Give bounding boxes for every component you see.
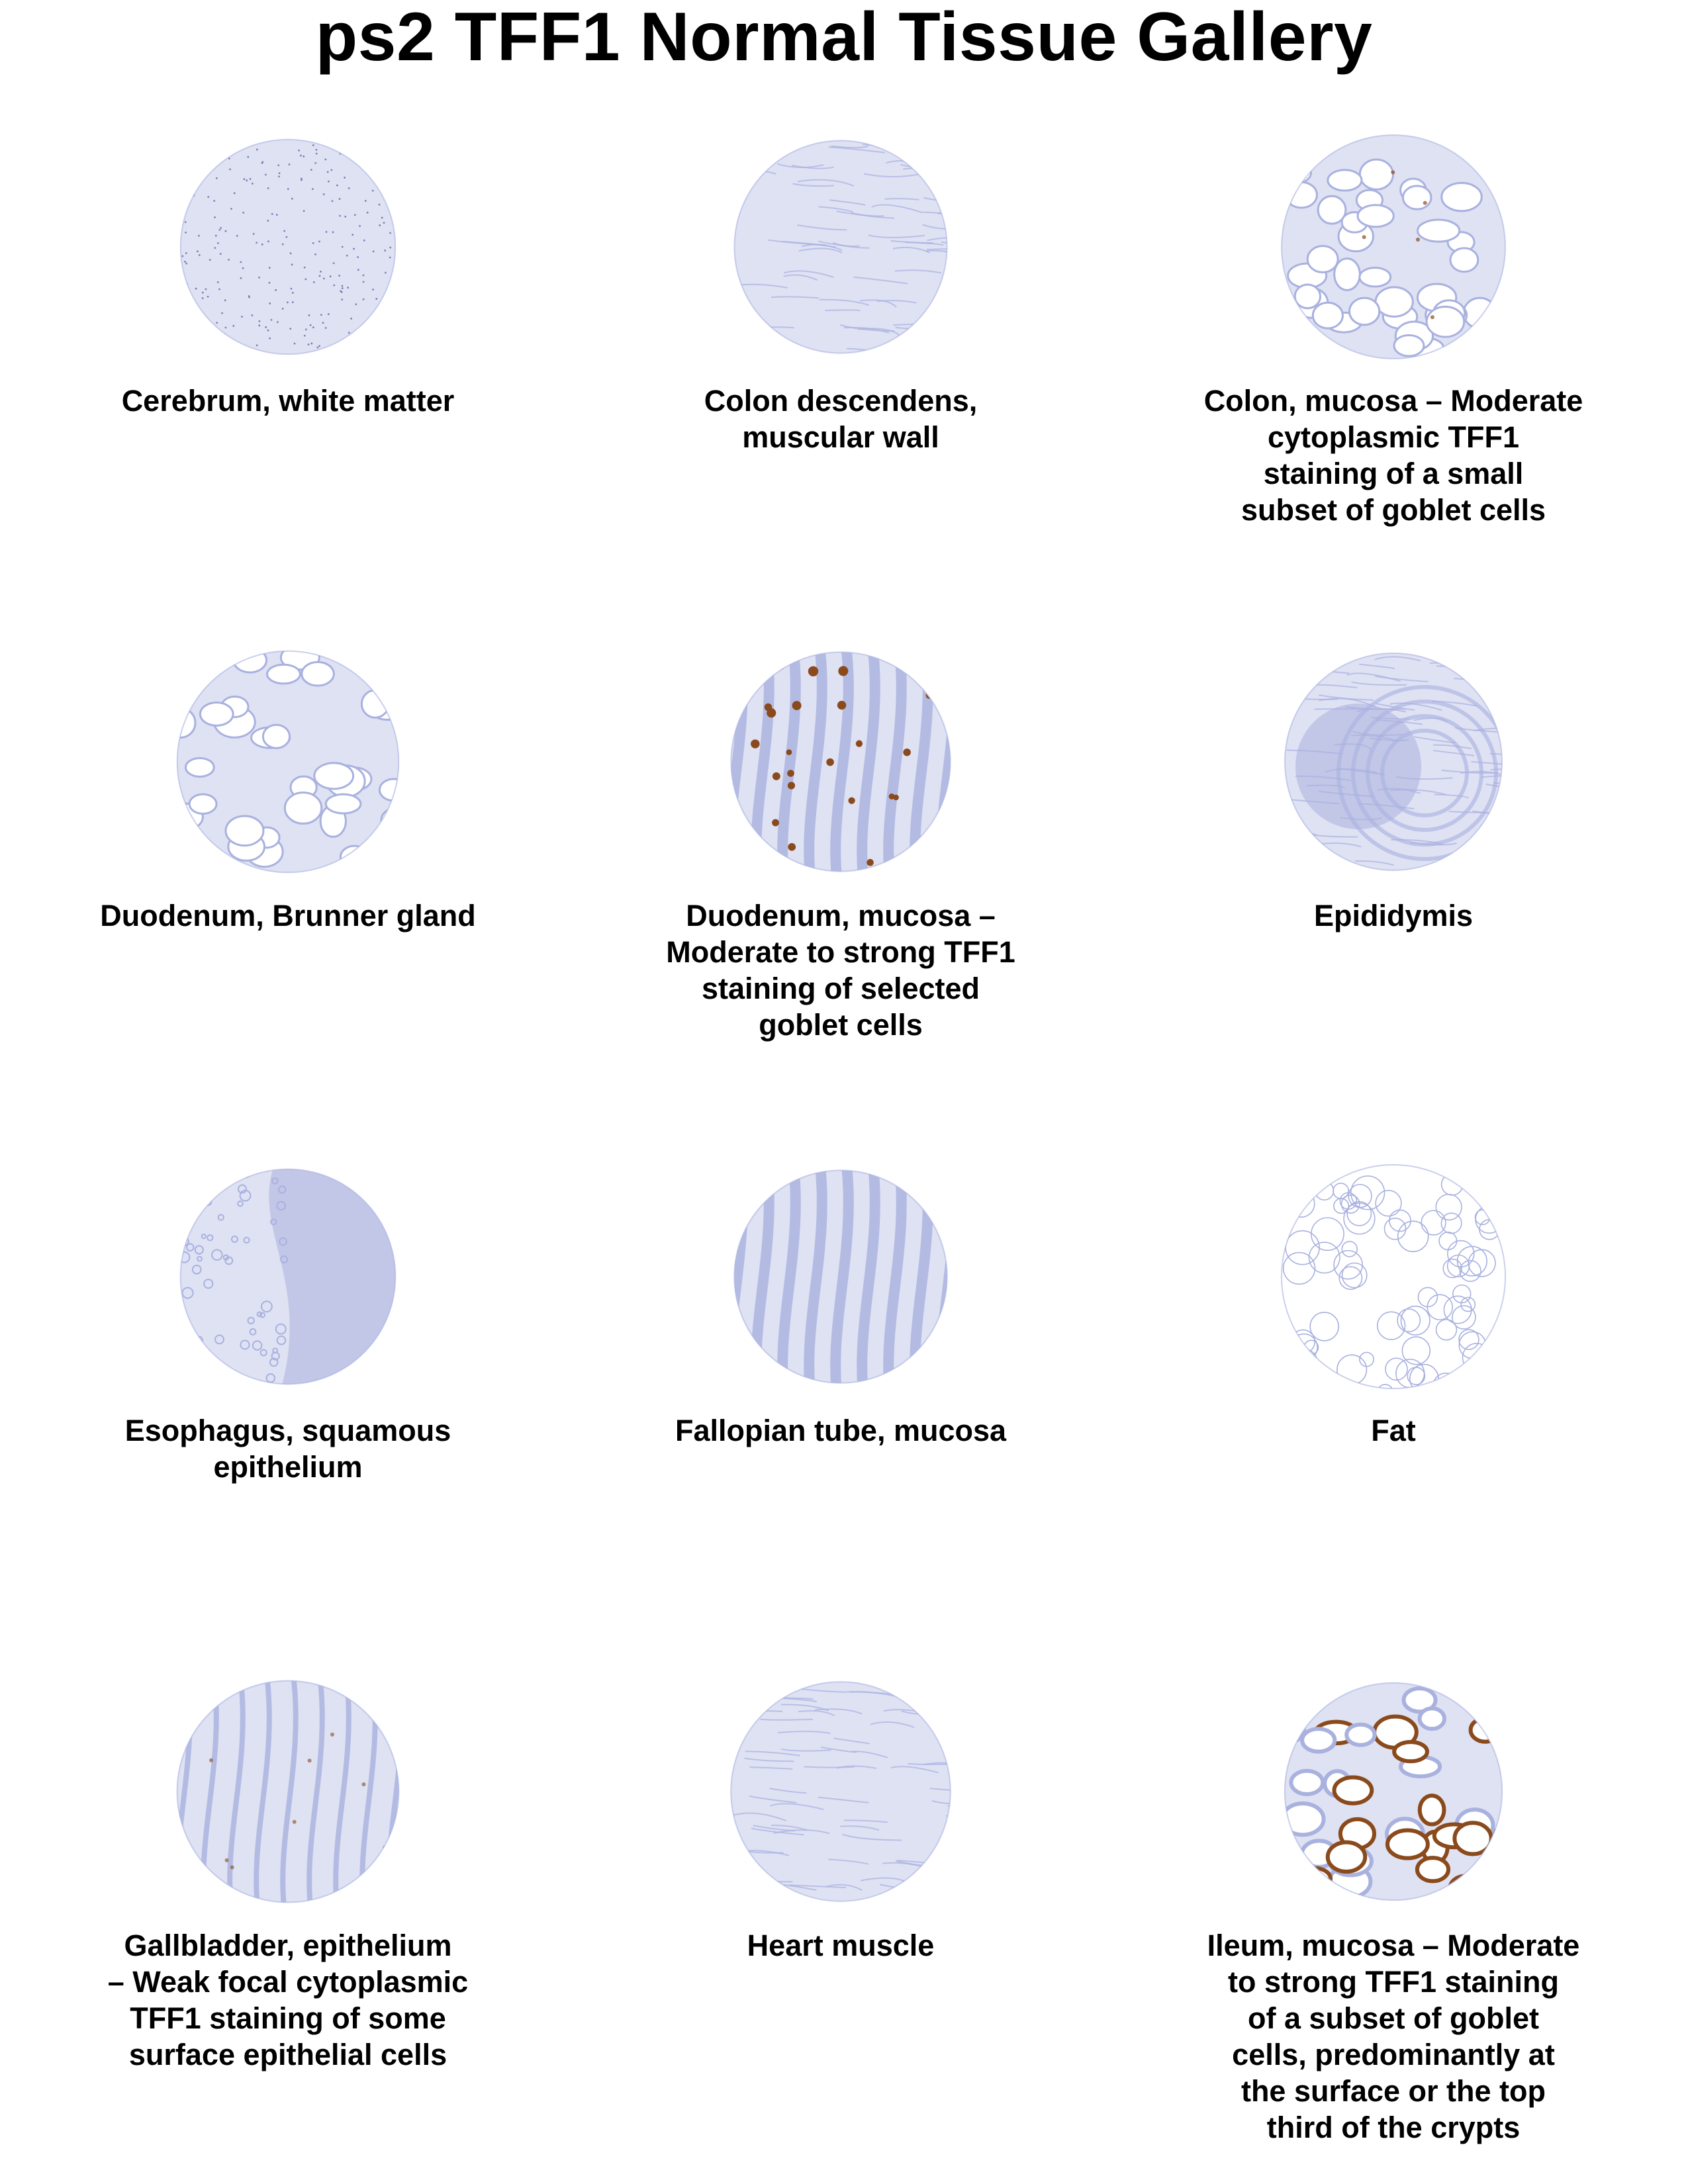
tissue-core-drawing [154, 113, 422, 381]
tissue-core-image [1259, 113, 1528, 381]
tissue-core-image [1259, 1142, 1528, 1411]
tissue-caption: Fat [1371, 1414, 1416, 1447]
tissue-caption: Epididymis [1313, 899, 1474, 933]
tissue-core-image [706, 627, 975, 896]
tissue-caption: Heart muscle [747, 1929, 935, 1962]
tissue-core-image [154, 1142, 422, 1411]
tissue-core-image [706, 113, 975, 381]
tissue-caption: Cerebrum, white matter [121, 384, 455, 418]
tissue-caption: Duodenum, Brunner gland [100, 899, 476, 933]
tissue-core-drawing [706, 1142, 975, 1411]
tissue-core-drawing [1259, 1657, 1528, 1926]
tissue-core-drawing [1259, 1142, 1528, 1411]
tissue-core-drawing [154, 1142, 422, 1411]
tissue-core-drawing [706, 113, 975, 381]
tissue-caption: Ileum, mucosa – Moderate to strong TFF1 staining of a subset of goblet cells, predominantly at the surface or the top third of the crypts [1207, 1929, 1580, 2144]
tissue-core-drawing [154, 627, 422, 896]
tissue-caption: Colon, mucosa – Moderate cytoplasmic TFF1 staining of a small subset of goblet cells [1203, 384, 1583, 527]
tissue-caption: Duodenum, mucosa – Moderate to strong TFF1 staining of selected goblet cells [666, 899, 1015, 1042]
tissue-caption: Gallbladder, epithelium – Weak focal cytoplasmic TFF1 staining of some surface epithelial cells [107, 1929, 469, 2071]
tissue-core-image [154, 113, 422, 381]
tissue-core-drawing [706, 1657, 975, 1926]
tissue-caption: Fallopian tube, mucosa [675, 1414, 1007, 1447]
tissue-core-drawing [1259, 113, 1528, 381]
tissue-core-drawing [706, 627, 975, 896]
tissue-core-image [154, 1657, 422, 1926]
tissue-caption: Colon descendens, muscular wall [704, 384, 978, 454]
tissue-core-image [706, 1657, 975, 1926]
tissue-core-drawing [154, 1657, 422, 1926]
page-title: ps2 TFF1 Normal Tissue Gallery [315, 0, 1373, 75]
tissue-caption: Esophagus, squamous epithelium [124, 1414, 451, 1484]
tissue-core-image [154, 627, 422, 896]
tissue-core-image [706, 1142, 975, 1411]
tissue-core-image [1259, 627, 1528, 896]
tissue-core-drawing [1259, 627, 1528, 896]
tissue-core-image [1259, 1657, 1528, 1926]
